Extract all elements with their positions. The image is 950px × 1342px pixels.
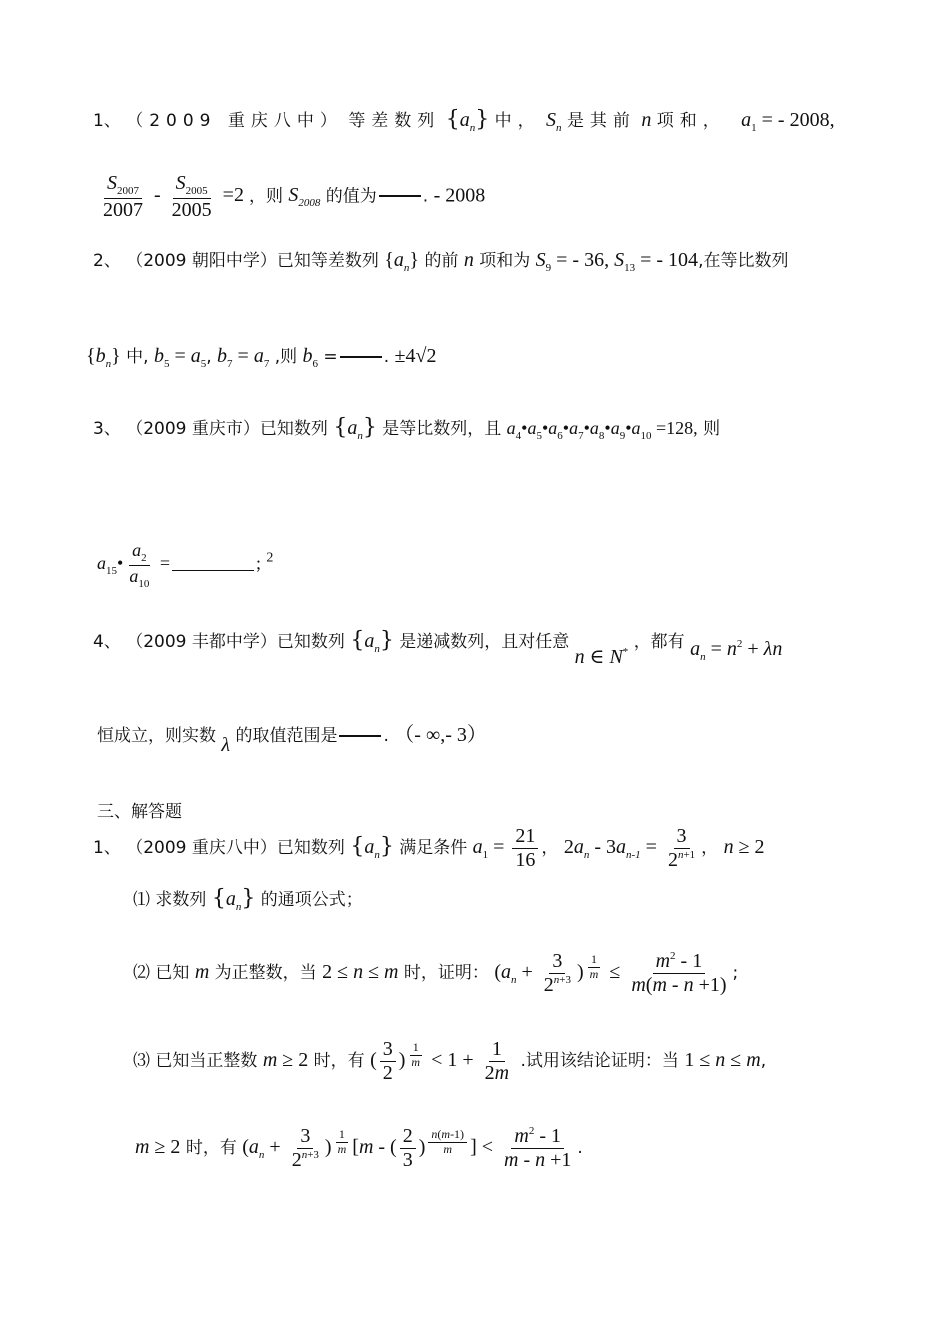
p1-part2: ⑵ 已知 m 为正整数，当 2 ≤ n ≤ m 时，证明： ($a_n$ + $\frac{3}{2^{n+3}}$ ) $^{\frac{1}{m}}$ ≤ $\frac{m^2 - 1}{m(m - n +1)}$ ; — [133, 950, 739, 996]
q2-source: （2009 朝阳中学）已知等差数列 — [126, 251, 379, 271]
q3-product-value: =128, — [656, 418, 698, 438]
q2-answer: ±4√2 — [394, 345, 437, 367]
p1-n-ge-2: n ≥ 2 — [723, 836, 765, 859]
q1-text-5: ，则 — [248, 186, 283, 207]
q1-a1: $a_1$ = - 2008, — [741, 109, 835, 134]
p1-part2-inequality: ($a_n$ + $\frac{3}{2^{n+3}}$ ) $^{\frac{1}{m}}$ ≤ $\frac{m^2 - 1}{m(m - n +1)}$ — [494, 950, 727, 996]
p1-part3-lemma: ( $\frac{3}{2}$ ) $^{\frac{1}{m}}$ < 1 + $\frac{1}{2m}$ — [370, 1038, 510, 1084]
q1-text-6: 的值为 — [325, 186, 377, 207]
q2-s9: = - 36, — [556, 249, 610, 271]
q1-text-4: 项和， — [656, 111, 726, 131]
q4-text-3: 恒成立，则实数 — [97, 726, 216, 746]
q1-source: （2009 重庆八中） — [126, 111, 343, 131]
p1-part2-text: 为正整数，当 — [214, 963, 317, 984]
q4-source: （2009 丰都中学）已知数列 — [126, 632, 345, 652]
q4-seq-an: $\{a_n\}$ — [350, 628, 394, 655]
p1-part2-text-2: 时，证明： — [403, 963, 489, 984]
p1-part1 — [133, 885, 363, 913]
q1-seq-an: $\{a_n\}$ — [445, 107, 490, 134]
q1-a1-value: = - 2008 — [761, 109, 830, 131]
q2-s13: = - 104 — [640, 249, 699, 271]
q1-text-3: 是其前 — [566, 111, 636, 131]
q2-text-2: 项和为 — [479, 251, 531, 271]
p1-recurrence: $2a_n - 3a_{n-1}$ = $\frac{3}{2^{n+1}}$ — [563, 825, 696, 871]
p1-number: 1、 — [93, 838, 121, 859]
q1-equation: $\frac{S_{2007}}{2007}$ - $\frac{S_{2005}}{2005}$ =2 — [103, 172, 249, 221]
q1-line-2: $\frac{S_{2007}}{2007}$ - $\frac{S_{2005}}{2005}$ =2 ，则 $S_{2008}$ 的值为 . - 2008 — [97, 172, 485, 222]
q2-blank — [340, 356, 382, 358]
p1-source: （2009 重庆八中）已知数列 — [126, 838, 345, 859]
q3-line-1 — [93, 414, 720, 442]
q4-text-4: 的取值范围是 — [235, 726, 338, 746]
q2-seq-an: $\{a_n\}$ — [384, 249, 420, 274]
q3-answer: 2 — [266, 550, 274, 566]
q4-lambda: λ — [221, 734, 231, 756]
q2-b7: $b_7 = a_7$ — [217, 345, 270, 370]
p1-a1: $a_1$ = $\frac{21}{16}$ — [473, 836, 542, 858]
q4-line-1 — [93, 627, 783, 668]
q2-seq-bn: $\{b_n\}$ — [86, 345, 121, 370]
p1-comma-1: ， — [541, 838, 559, 859]
q2-b5: $b_5 = a_5$ — [153, 345, 207, 370]
q2-n: n — [463, 249, 474, 271]
q1-s2008: $S_{2008}$ — [288, 184, 321, 210]
p1-part3-line-2: m ≥ 2 时，有 ($a_n$ + $\frac{3}{2^{n+3}}$ ) $^{\frac{1}{m}}$ [m - ( $\frac{2}{3}$ ) $^{\frac{n(m-1)}{m}}$ ] < $\frac{m^2 - 1}{m - n +1}$ . — [135, 1125, 583, 1171]
q3-product: $a_4•a_5•a_6•a_7•a_8•a_9•a_{10} =128$, — [506, 418, 698, 442]
p1-part2-range: 2 ≤ n ≤ m — [322, 961, 399, 984]
q1-sn: $S_n$ — [546, 109, 562, 134]
p1-part1-seq: $\{a_n\}$ — [211, 886, 256, 913]
p1-part1-label: ⑴ 求数列 — [133, 890, 207, 910]
q1-answer: - 2008 — [433, 184, 486, 207]
q1-line-1 — [93, 106, 835, 134]
q1-text-1: 等差数列 — [348, 111, 441, 131]
q3-source: （2009 重庆市）已知数列 — [126, 419, 328, 439]
q4-answer: （- ∞,- 3） — [394, 724, 487, 746]
q2-text-5: ,则 — [274, 347, 298, 367]
q4-text-2: ，都有 — [633, 632, 685, 652]
q3-expression: $a_{15}•$ $\frac{a_2}{a_{10}}$ = ; — [97, 540, 261, 590]
q1-text-2: 中， — [494, 111, 541, 131]
p1-part3-conclusion: ($a_n$ + $\frac{3}{2^{n+3}}$ ) $^{\frac{1}{m}}$ [m - ( $\frac{2}{3}$ ) $^{\frac{n(m-1)}{m}}$ ] < $\frac{m^2 - 1}{m - n +1}$ — [242, 1125, 572, 1171]
p1-part3: ⑶ 已知当正整数 m ≥ 2 时，有 ( $\frac{3}{2}$ ) $^{\frac{1}{m}}$ < 1 + $\frac{1}{2m}$ .试用该结论证明：当 1 ≤ n ≤ m, — [133, 1038, 767, 1084]
q3-seq-an: $\{a_n\}$ — [333, 415, 377, 442]
p1-part3-m2: m ≥ 2 — [135, 1136, 181, 1159]
q3-line-2 — [97, 540, 273, 590]
p1-part3-m: m ≥ 2 — [262, 1049, 309, 1072]
p1-comma-2: ， — [701, 838, 719, 859]
p1-part1-text: 的通项公式； — [260, 890, 363, 910]
p1-line-1 — [93, 825, 765, 872]
q2-text-3: ,在等比数列 — [698, 251, 789, 271]
q2-text-4: 中, — [126, 347, 149, 367]
q4-text-1: 是递减数列，且对任意 — [399, 632, 570, 652]
p1-part2-m: m — [194, 961, 210, 984]
q1-number: 1、 — [93, 111, 121, 131]
q3-blank — [172, 570, 254, 571]
q1-n: n — [641, 109, 652, 131]
q2-given: $S_9$ = - 36, $S_{13}$ = - 104 — [535, 249, 699, 274]
p1-part3-text: 时，有 — [313, 1051, 365, 1072]
q2-line-2: $\{b_n\}$ 中, $b_5 = a_5$, $b_7 = a_7$ ,则 $b_6$ = . ±4√2 — [86, 345, 437, 370]
p1-part3-range: 1 ≤ n ≤ m — [684, 1049, 761, 1072]
q2-line-1 — [93, 246, 788, 274]
p1-part3-label: ⑶ 已知当正整数 — [133, 1051, 258, 1072]
q1-blank — [379, 195, 421, 197]
section-title: 三、解答题 — [97, 802, 182, 822]
q2-text-1: 的前 — [424, 251, 459, 271]
q2-b6: $b_6$ — [302, 345, 319, 370]
q4-n-in-N: n ∈ N* — [574, 646, 629, 668]
q4-formula: $a_n = n^2 + \lambda n$ — [690, 638, 783, 663]
p1-seq-an: $\{a_n\}$ — [350, 834, 394, 862]
p1-part3-text-3: 时，有 — [185, 1138, 237, 1159]
p1-part3-text-2: .试用该结论证明：当 — [520, 1051, 679, 1072]
q3-text-1: 是等比数列，且 — [382, 419, 502, 439]
q3-text-2: 则 — [703, 419, 721, 439]
p1-part2-label: ⑵ 已知 — [133, 963, 190, 984]
q4-line-2: 恒成立，则实数 λ 的取值范围是 . （- ∞,- 3） — [97, 724, 487, 756]
p1-text-1: 满足条件 — [399, 838, 468, 859]
q4-number: 4、 — [93, 632, 121, 652]
q4-blank — [339, 735, 381, 737]
q2-number: 2、 — [93, 251, 121, 271]
q3-number: 3、 — [93, 419, 121, 439]
